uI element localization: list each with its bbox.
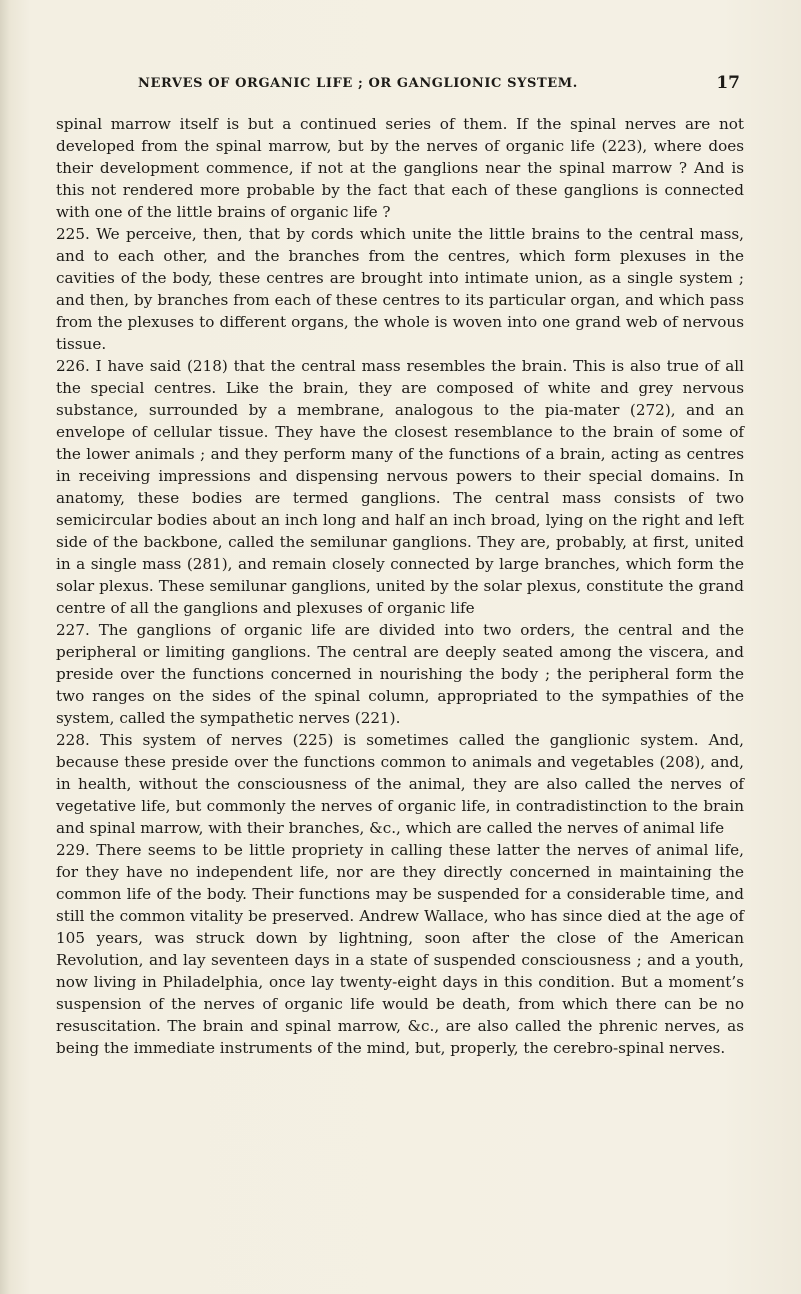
paragraph-229: 229. There seems to be little propriety in calling these latter the nerves of animal life, for they have no independent life, nor are they directly concerned in maintaining the common life of the body. Their functions may be suspended for a considerable time, and still the common vitality be preserved. Andrew Wallace, who has since died at the age of 105 years, was struck down by lightning, soon after the close of the American Revolution, and lay seventeen days in a state of suspended consciousness ; and a youth, now living in Philadelphia, once lay twenty-eight days in this condition. But a moment’s suspension of the nerves of organic life would be death, from which there can be no resuscitation. The brain and spinal marrow, &c., are also called the phrenic nerves, as being the immediate instruments of the mind, but, properly, the cerebro-spinal nerves. xyxy=(56,841,744,1057)
paragraph-226: 226. I have said (218) that the central mass resembles the brain. This is also true of all the special centres. Like the brain, they are composed of white and grey nervous substance, surrounded by a membrane, analogous to the pia-mater (272), and an envelope of cellular tissue. They have the closest resemblance to the brain of some of the lower animals ; and they perform many of the functions of a brain, acting as centres in receiving impressions and dispensing nervous powers to their special domains. In anatomy, these bodies are termed ganglions. The central mass consists of two semicircular bodies about an inch long and half an inch broad, lying on the right and left side of the backbone, called the semilunar ganglions. They are, probably, at first, united in a single mass (281), and remain closely connected by large branches, which form the solar plexus. These semilunar ganglions, united by the solar plexus, constitute the grand centre of all the ganglions and plexuses of organic life xyxy=(56,357,744,617)
page-header xyxy=(138,73,740,98)
running-head: NERVES OF ORGANIC LIFE ; OR GANGLIONIC SYSTEM. xyxy=(138,76,578,91)
paragraph-227: 227. The ganglions of organic life are divided into two orders, the central and the peripheral or limiting ganglions. The central are deeply seated among the viscera, and preside over the functions concerned in nourishing the body ; the peripheral form the two ranges on the sides of the spinal column, appropriated to the sympathies of the system, called the sympathetic nerves (221). xyxy=(56,621,744,727)
page-number: 17 xyxy=(716,73,740,93)
paragraph-continuation: spinal marrow itself is but a continued series of them. If the spinal nerves are not developed from the spinal marrow, but by the nerves of organic life (223), where does their development commence, if not at the ganglions near the spinal marrow ? And is this not rendered more probable by the fact that each of these ganglions is connected with one of the little brains of organic life ? xyxy=(56,115,744,221)
body-text xyxy=(56,113,744,1059)
paragraph-228: 228. This system of nerves (225) is sometimes called the ganglionic system. And, because these preside over the functions common to animals and vegetables (208), and, in health, without the consciousness of the animal, they are also called the nerves of vegetative life, but commonly the nerves of organic life, in contradistinction to the brain and spinal marrow, with their branches, &c., which are called the nerves of animal life xyxy=(56,731,744,837)
paragraph-225: 225. We perceive, then, that by cords which unite the little brains to the central mass, and to each other, and the branches from the centres, which form plexuses in the cavities of the body, these centres are brought into intimate union, as a single system ; and then, by branches from each of these centres to its particular organ, and which pass from the plexuses to different organs, the whole is woven into one grand web of nervous tissue. xyxy=(56,225,744,353)
